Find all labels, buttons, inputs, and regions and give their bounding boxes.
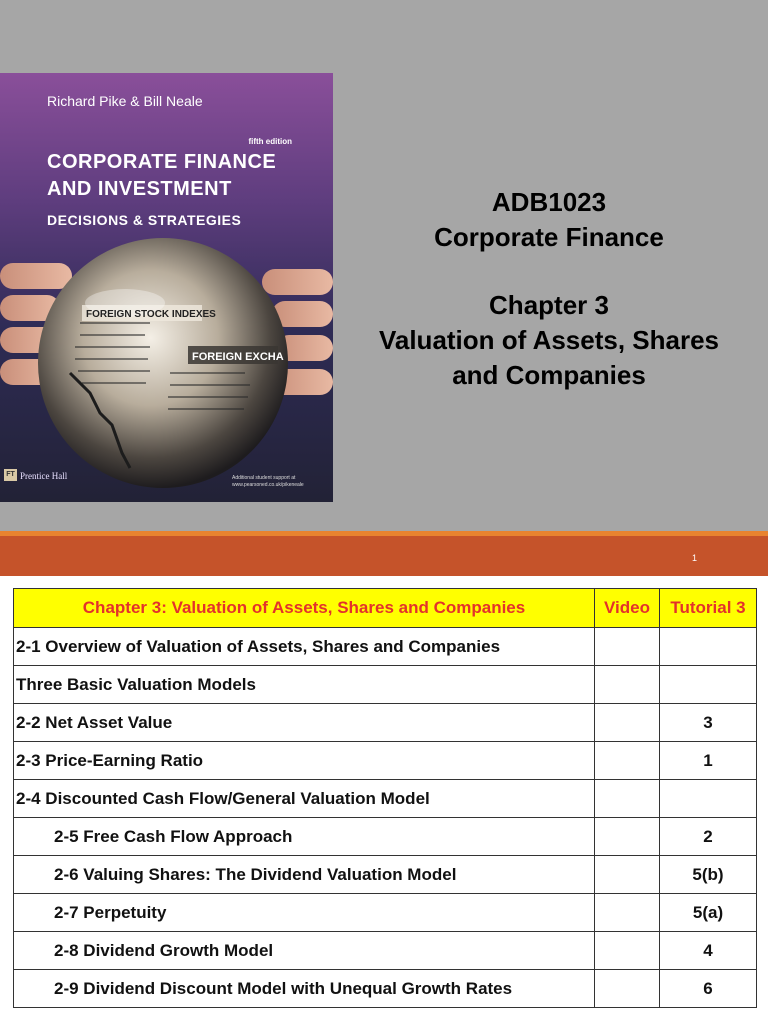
row-tutorial: 1: [660, 742, 757, 780]
table-row: [14, 932, 757, 970]
table-row: [14, 970, 757, 1008]
row-topic: Three Basic Valuation Models: [14, 666, 595, 704]
row-video: [595, 704, 660, 742]
book-title-line2: AND INVESTMENT: [47, 178, 232, 200]
support-note: [232, 475, 332, 489]
slide-footer: [0, 531, 768, 576]
book-title-line1: CORPORATE FINANCE: [47, 151, 277, 173]
page-number: 1: [692, 553, 698, 563]
header-topic: Chapter 3: Valuation of Assets, Shares and Companies: [14, 589, 595, 628]
row-video: [595, 894, 660, 932]
table-row: [14, 894, 757, 932]
row-topic: 2-9 Dividend Discount Model with Unequal Growth Rates: [14, 970, 595, 1008]
row-topic: 2-2 Net Asset Value: [14, 704, 595, 742]
chapter-title-line2: and Companies: [452, 360, 646, 390]
row-tutorial: [660, 628, 757, 666]
row-video: [595, 932, 660, 970]
globe-text-foreign-exchange: FOREIGN EXCHA: [192, 351, 284, 363]
row-tutorial: 5(a): [660, 894, 757, 932]
row-tutorial: 2: [660, 818, 757, 856]
globe-text-stock-indexes: FOREIGN STOCK INDEXES: [86, 309, 216, 320]
row-video: [595, 856, 660, 894]
row-tutorial: [660, 780, 757, 818]
row-video: [595, 666, 660, 704]
row-topic: 2-4 Discounted Cash Flow/General Valuation Model: [14, 780, 595, 818]
row-topic: 2-3 Price-Earning Ratio: [14, 742, 595, 780]
book-subtitle: DECISIONS & STRATEGIES: [47, 212, 242, 228]
row-topic: 2-1 Overview of Valuation of Assets, Shares and Companies: [14, 628, 595, 666]
table-row: [14, 666, 757, 704]
table-row: [14, 818, 757, 856]
table-row: [14, 856, 757, 894]
row-tutorial: 4: [660, 932, 757, 970]
row-topic: 2-8 Dividend Growth Model: [14, 932, 595, 970]
row-topic: 2-7 Perpetuity: [14, 894, 595, 932]
support-note-line2: www.pearsoned.co.uk/pikeneale: [232, 482, 304, 488]
book-cover: [0, 73, 333, 502]
chapter-label: Chapter 3: [489, 290, 609, 320]
publisher-name: Prentice Hall: [20, 471, 68, 481]
row-tutorial: 6: [660, 970, 757, 1008]
header-tutorial: Tutorial 3: [660, 589, 757, 628]
row-video: [595, 970, 660, 1008]
row-topic: 2-6 Valuing Shares: The Dividend Valuation Model: [14, 856, 595, 894]
course-name: Corporate Finance: [434, 222, 664, 252]
book-authors: Richard Pike & Bill Neale: [47, 93, 203, 109]
row-video: [595, 780, 660, 818]
row-tutorial: [660, 666, 757, 704]
support-note-line1: Additional student support at: [232, 475, 296, 481]
table-row: [14, 704, 757, 742]
table-row: [14, 628, 757, 666]
row-tutorial: 5(b): [660, 856, 757, 894]
row-video: [595, 628, 660, 666]
chapter-outline-table: [13, 588, 757, 1008]
header-video: Video: [595, 589, 660, 628]
row-video: [595, 818, 660, 856]
chapter-title-line1: Valuation of Assets, Shares: [378, 325, 720, 355]
ft-logo: FT: [4, 469, 17, 481]
row-tutorial: 3: [660, 704, 757, 742]
row-topic: 2-5 Free Cash Flow Approach: [14, 818, 595, 856]
slide-title: [340, 185, 758, 393]
table-row: [14, 742, 757, 780]
course-code: ADB1023: [491, 187, 607, 217]
table-header-row: [14, 589, 757, 628]
row-video: [595, 742, 660, 780]
table-row: [14, 780, 757, 818]
book-edition: fifth edition: [248, 137, 292, 146]
